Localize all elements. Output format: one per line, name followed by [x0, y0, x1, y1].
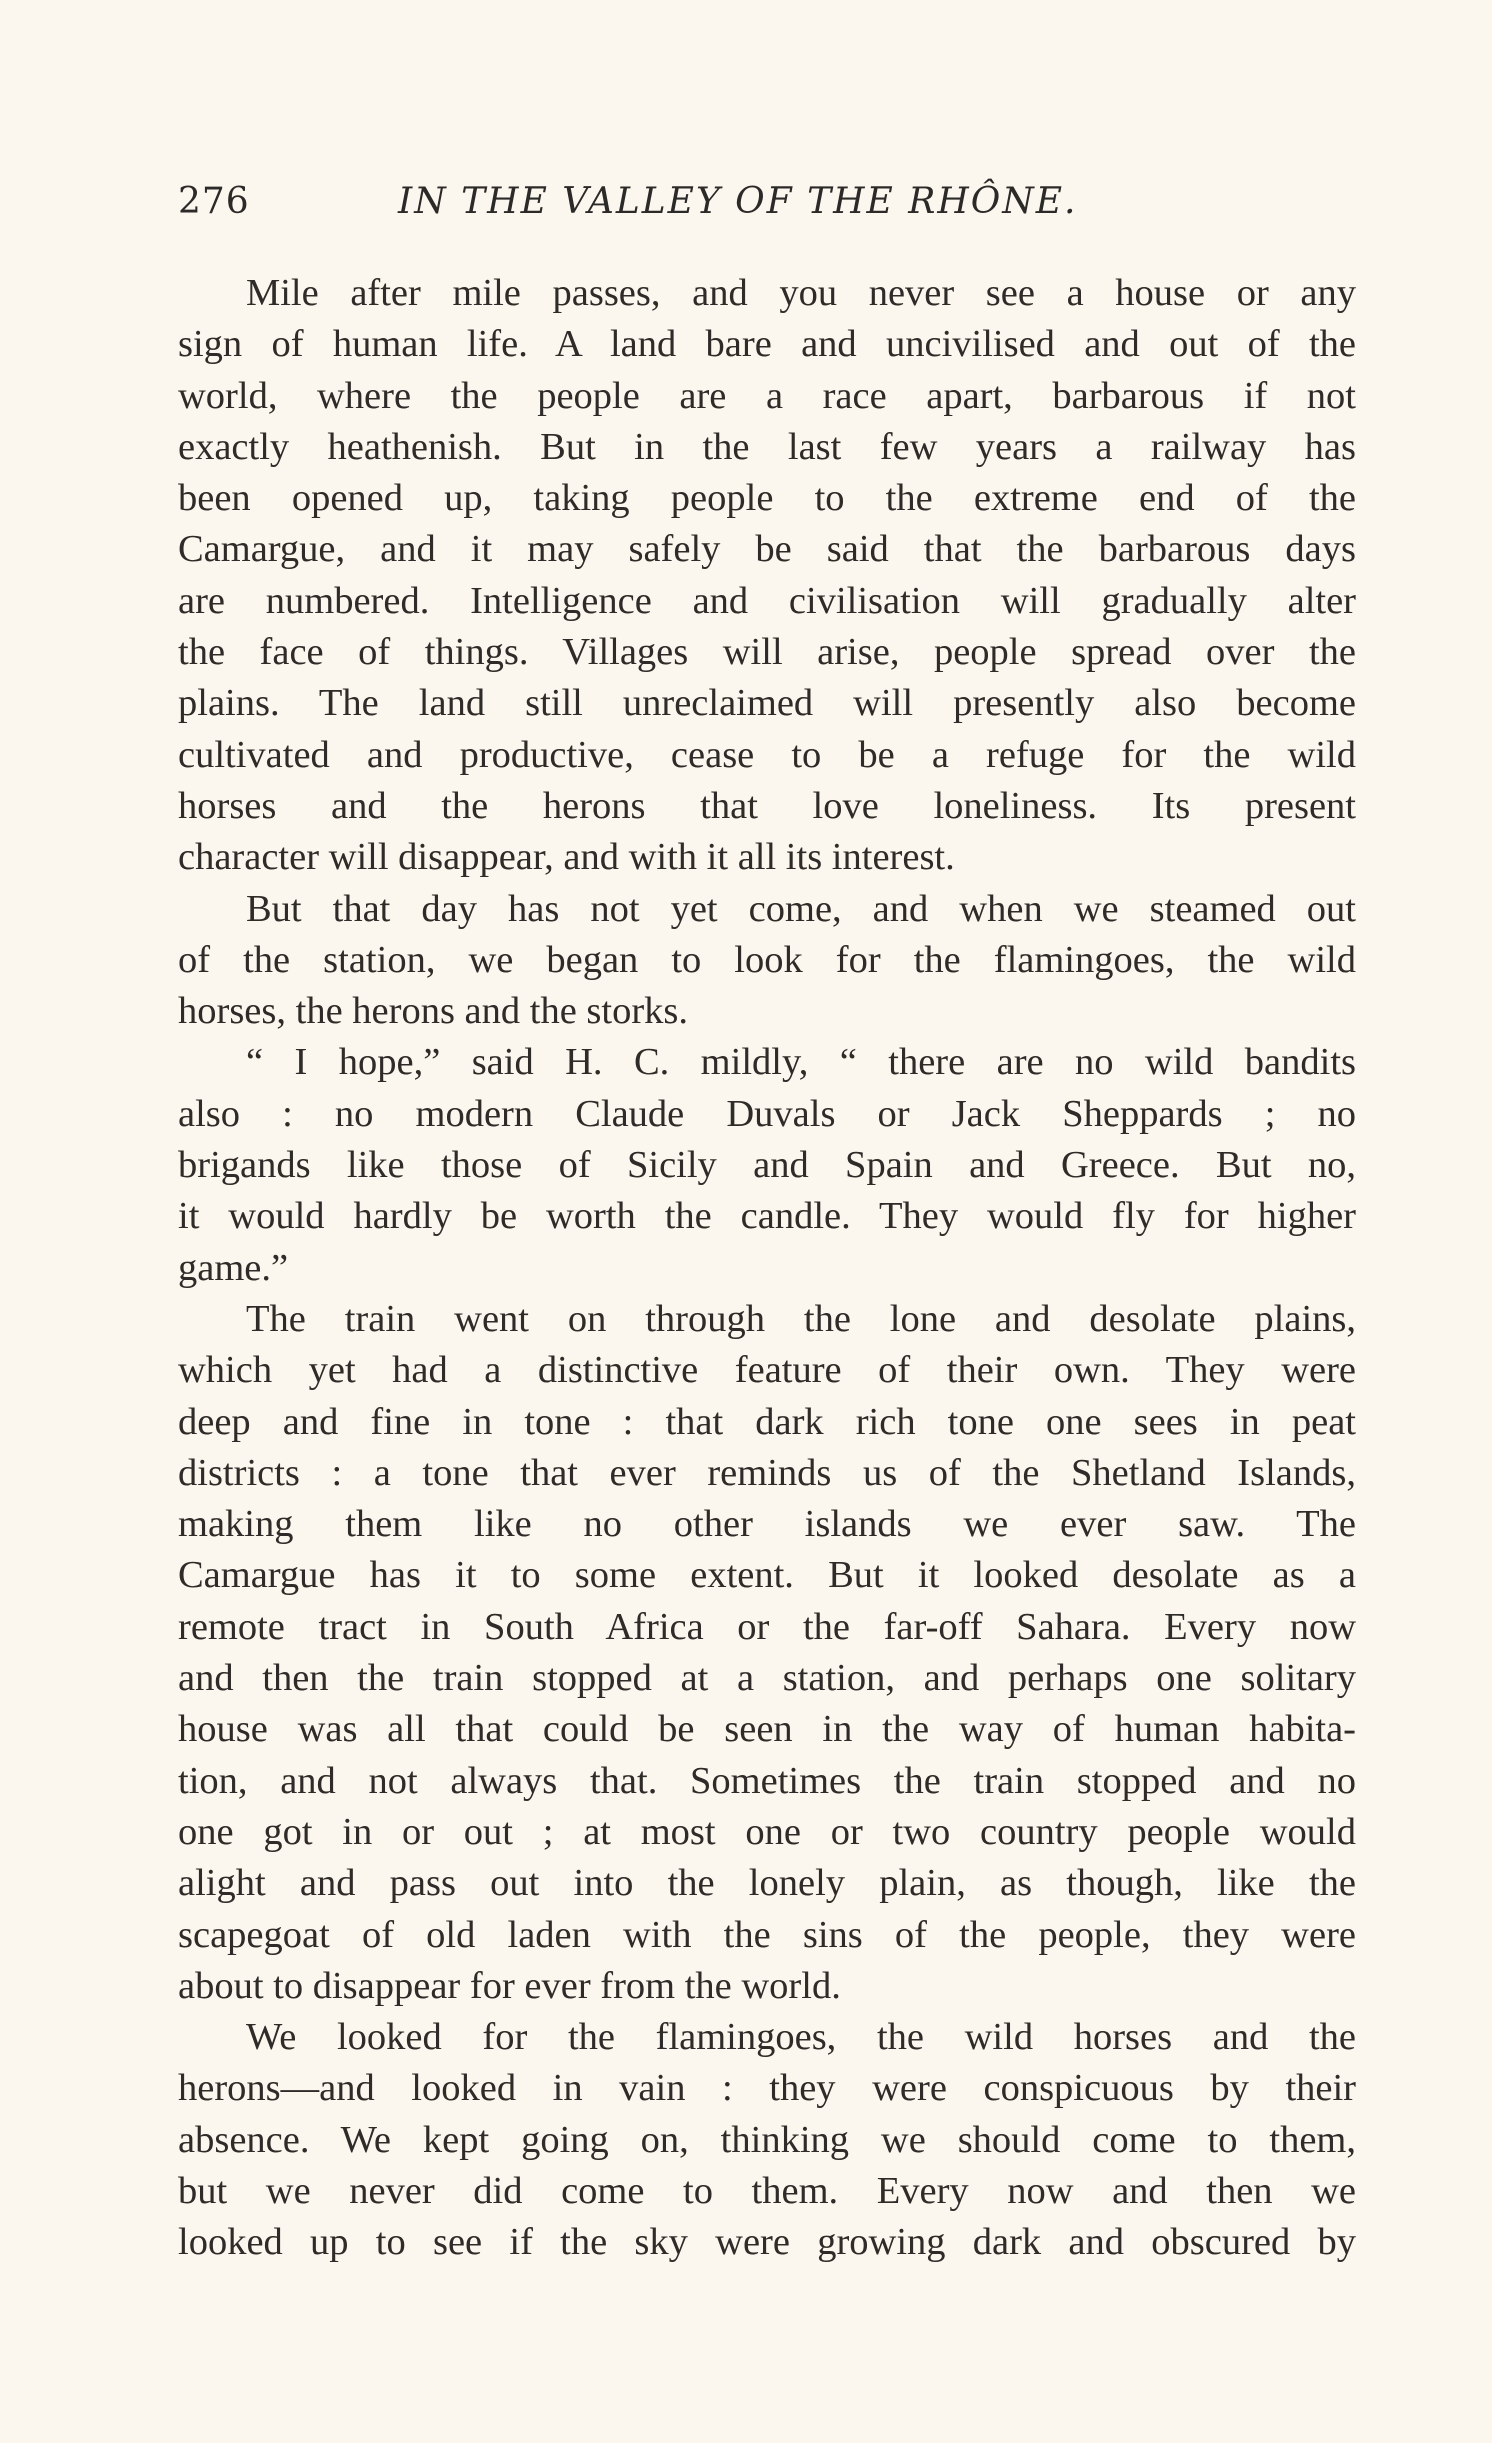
text-line: alight and pass out into the lonely plain, as though, like the: [178, 1862, 1356, 1905]
text-line: house was all that could be seen in the way of human habita-: [178, 1708, 1356, 1751]
text-line: but we never did come to them. Every now and then we: [178, 2169, 1356, 2212]
text-line: plains. The land still unreclaimed will presently also become: [178, 682, 1356, 725]
text-line: absence. We kept going on, thinking we should come to them,: [178, 2118, 1356, 2161]
text-line: looked up to see if the sky were growing dark and obscured by: [178, 2221, 1356, 2264]
text-line: and then the train stopped at a station, and perhaps one solitary: [178, 1657, 1356, 1700]
text-line: one got in or out ; at most one or two country people would: [178, 1810, 1356, 1853]
text-line: The train went on through the lone and desolate plains,: [246, 1297, 1356, 1340]
text-line: districts : a tone that ever reminds us of the Shetland Islands,: [178, 1451, 1356, 1494]
text-line: horses and the herons that love loneliness. Its present: [178, 784, 1356, 827]
text-line: Camargue has it to some extent. But it looked desolate as a: [178, 1554, 1356, 1597]
page-number: 276: [178, 181, 250, 222]
text-line: herons—and looked in vain : they were conspicuous by their: [178, 2067, 1356, 2110]
text-line: tion, and not always that. Sometimes the train stopped and no: [178, 1759, 1356, 1802]
text-line: deep and fine in tone : that dark rich tone one sees in peat: [178, 1400, 1356, 1443]
text-line: which yet had a distinctive feature of their own. They were: [178, 1349, 1356, 1392]
text-line: brigands like those of Sicily and Spain and Greece. But no,: [178, 1144, 1356, 1187]
text-line: cultivated and productive, cease to be a refuge for the wild: [178, 733, 1356, 776]
text-line: remote tract in South Africa or the far-off Sahara. Every now: [178, 1605, 1356, 1648]
text-line: been opened up, taking people to the extreme end of the: [178, 477, 1356, 520]
text-line: are numbered. Intelligence and civilisation will gradually alter: [178, 579, 1356, 622]
text-line: of the station, we began to look for the flamingoes, the wild: [178, 938, 1356, 981]
running-title: IN THE VALLEY OF THE RHÔNE.: [398, 181, 1078, 222]
body-text: [178, 268, 1356, 2269]
text-line: about to disappear for ever from the world.: [178, 1964, 841, 2007]
text-line: scapegoat of old laden with the sins of the people, they were: [178, 1913, 1356, 1956]
text-line: game.”: [178, 1246, 289, 1289]
text-line: “ I hope,” said H. C. mildly, “ there are no wild bandits: [246, 1041, 1356, 1084]
text-line: world, where the people are a race apart, barbarous if not: [178, 374, 1356, 417]
text-line: the face of things. Villages will arise, people spread over the: [178, 631, 1356, 674]
text-line: also : no modern Claude Duvals or Jack Sheppards ; no: [178, 1092, 1356, 1135]
text-line: horses, the herons and the storks.: [178, 990, 689, 1033]
text-line: character will disappear, and with it all its interest.: [178, 836, 955, 879]
text-line: We looked for the flamingoes, the wild horses and the: [246, 2016, 1356, 2059]
text-line: it would hardly be worth the candle. They would fly for higher: [178, 1195, 1356, 1238]
text-line: Camargue, and it may safely be said that the barbarous days: [178, 528, 1356, 571]
text-line: sign of human life. A land bare and uncivilised and out of the: [178, 323, 1356, 366]
page-header: [178, 175, 1358, 235]
text-line: But that day has not yet come, and when we steamed out: [246, 887, 1356, 930]
text-line: exactly heathenish. But in the last few years a railway has: [178, 425, 1356, 468]
text-line: making them like no other islands we ever saw. The: [178, 1503, 1356, 1546]
text-line: Mile after mile passes, and you never see a house or any: [246, 272, 1356, 314]
